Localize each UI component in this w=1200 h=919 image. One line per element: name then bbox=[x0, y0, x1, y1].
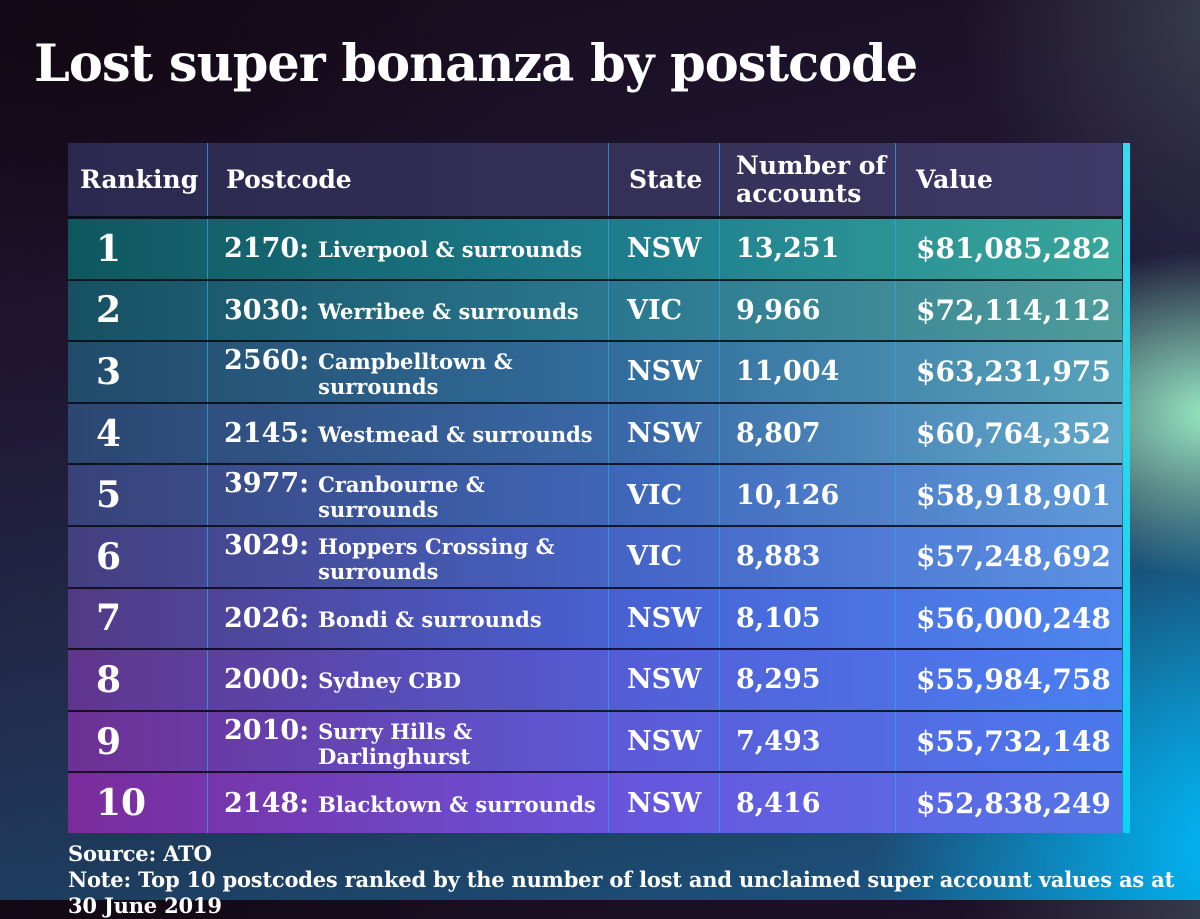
postcode-number: 2010: bbox=[224, 714, 310, 746]
state-cell: NSW bbox=[608, 589, 719, 649]
table-row bbox=[68, 587, 1122, 649]
state-cell: VIC bbox=[608, 465, 719, 525]
postcode-area: Campbelltown & surrounds bbox=[318, 348, 513, 399]
value-cell: $55,984,758 bbox=[895, 650, 1122, 710]
postcode-number: 2026: bbox=[224, 602, 310, 634]
ranking-cell: 9 bbox=[96, 720, 122, 763]
table-row bbox=[68, 710, 1122, 772]
value-cell: $55,732,148 bbox=[895, 712, 1122, 772]
table-header-row bbox=[68, 143, 1122, 216]
accounts-cell: 10,126 bbox=[719, 465, 895, 525]
page-title: Lost super bonanza by postcode bbox=[34, 34, 918, 94]
accent-bar bbox=[1123, 143, 1130, 833]
ranking-cell: 6 bbox=[96, 535, 122, 578]
accounts-cell: 8,105 bbox=[719, 589, 895, 649]
table-row bbox=[68, 648, 1122, 710]
postcode-table bbox=[68, 143, 1122, 833]
header-cell-ranking: Ranking bbox=[80, 164, 199, 194]
accounts-cell: 13,251 bbox=[719, 219, 895, 279]
postcode-area: Blacktown & surrounds bbox=[318, 791, 596, 817]
postcode-number: 3977: bbox=[224, 468, 310, 500]
postcode-number: 2000: bbox=[224, 664, 310, 696]
ranking-cell: 2 bbox=[96, 289, 122, 332]
ranking-cell: 1 bbox=[96, 227, 122, 270]
accounts-cell: 7,493 bbox=[719, 712, 895, 772]
state-cell: NSW bbox=[608, 650, 719, 710]
state-cell: VIC bbox=[608, 281, 719, 341]
postcode-cell bbox=[207, 342, 608, 402]
table-footer bbox=[68, 841, 1200, 919]
value-cell: $52,838,249 bbox=[895, 773, 1122, 833]
ranking-cell: 7 bbox=[96, 597, 122, 640]
accounts-cell: 8,807 bbox=[719, 404, 895, 464]
table-row bbox=[68, 216, 1122, 279]
ranking-cell: 5 bbox=[96, 474, 122, 517]
postcode-cell bbox=[207, 712, 608, 772]
table-row bbox=[68, 463, 1122, 525]
value-cell: $72,114,112 bbox=[895, 281, 1122, 341]
postcode-cell bbox=[207, 773, 608, 833]
accounts-cell: 8,416 bbox=[719, 773, 895, 833]
accounts-cell: 9,966 bbox=[719, 281, 895, 341]
postcode-number: 3029: bbox=[224, 529, 310, 561]
postcode-number: 2145: bbox=[224, 418, 310, 450]
postcode-area: Westmead & surrounds bbox=[318, 422, 593, 448]
table-row bbox=[68, 279, 1122, 341]
state-cell: NSW bbox=[608, 404, 719, 464]
postcode-number: 2560: bbox=[224, 344, 310, 376]
ranking-cell: 4 bbox=[96, 412, 122, 455]
postcode-number: 2148: bbox=[224, 787, 310, 819]
table-row bbox=[68, 771, 1122, 833]
state-cell: NSW bbox=[608, 219, 719, 279]
header-cell-state: State bbox=[608, 143, 719, 216]
postcode-cell bbox=[207, 465, 608, 525]
state-cell: NSW bbox=[608, 773, 719, 833]
value-cell: $63,231,975 bbox=[895, 342, 1122, 402]
ranking-cell: 10 bbox=[96, 782, 147, 825]
table-row bbox=[68, 340, 1122, 402]
value-cell: $58,918,901 bbox=[895, 465, 1122, 525]
postcode-area: Hoppers Crossing & surrounds bbox=[318, 533, 555, 584]
postcode-cell bbox=[207, 527, 608, 587]
ranking-cell: 3 bbox=[96, 350, 122, 393]
postcode-number: 2170: bbox=[224, 233, 310, 265]
accounts-cell: 8,295 bbox=[719, 650, 895, 710]
postcode-cell bbox=[207, 589, 608, 649]
state-cell: VIC bbox=[608, 527, 719, 587]
state-cell: NSW bbox=[608, 342, 719, 402]
postcode-cell bbox=[207, 404, 608, 464]
table-row bbox=[68, 402, 1122, 464]
ranking-cell: 8 bbox=[96, 658, 122, 701]
postcode-area: Cranbourne & surrounds bbox=[318, 472, 485, 523]
header-cell-accounts: Number of accounts bbox=[719, 143, 895, 216]
source-text: Source: ATO bbox=[68, 841, 212, 866]
postcode-cell bbox=[207, 281, 608, 341]
accounts-cell: 11,004 bbox=[719, 342, 895, 402]
postcode-area: Bondi & surrounds bbox=[318, 606, 542, 632]
postcode-cell bbox=[207, 650, 608, 710]
postcode-area: Sydney CBD bbox=[318, 668, 461, 694]
postcode-area: Werribee & surrounds bbox=[318, 298, 579, 324]
value-cell: $60,764,352 bbox=[895, 404, 1122, 464]
state-cell: NSW bbox=[608, 712, 719, 772]
table-row bbox=[68, 525, 1122, 587]
postcode-area: Liverpool & surrounds bbox=[318, 237, 583, 263]
note-text: Note: Top 10 postcodes ranked by the number of lost and unclaimed super account values as at 30 June 2019 bbox=[68, 867, 1175, 918]
value-cell: $81,085,282 bbox=[895, 219, 1122, 279]
header-cell-postcode: Postcode bbox=[207, 143, 608, 216]
value-cell: $57,248,692 bbox=[895, 527, 1122, 587]
postcode-cell bbox=[207, 219, 608, 279]
postcode-area: Surry Hills & Darlinghurst bbox=[318, 718, 473, 769]
postcode-number: 3030: bbox=[224, 294, 310, 326]
accounts-cell: 8,883 bbox=[719, 527, 895, 587]
value-cell: $56,000,248 bbox=[895, 589, 1122, 649]
header-cell-value: Value bbox=[895, 143, 1122, 216]
